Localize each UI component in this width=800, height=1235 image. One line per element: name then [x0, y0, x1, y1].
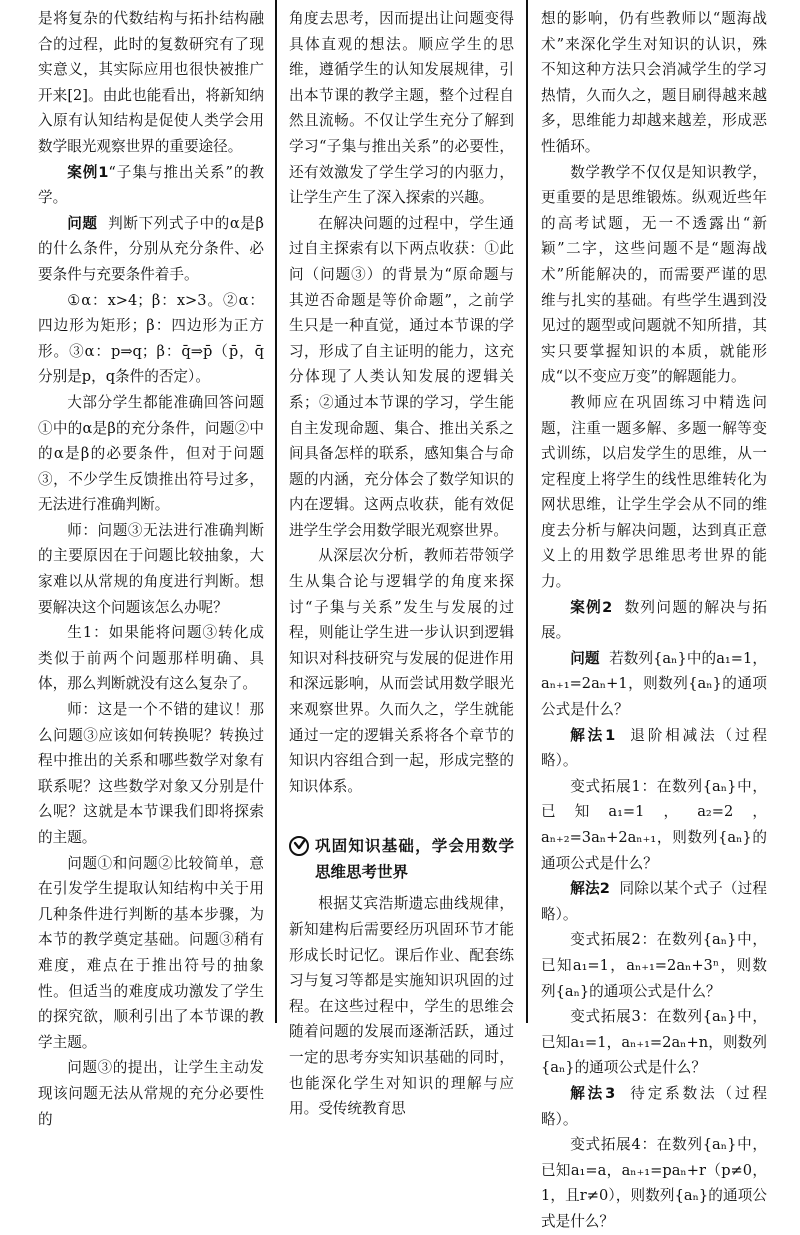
- paragraph: 师：这是一个不错的建议！那么问题③应该如何转换呢？转换过程中推出的关系和哪些数学对象有联系呢？这些数学对象又分别是什么呢？这就是本节课我们即将探索的主题。: [38, 701, 264, 846]
- paragraph: 教师应在巩固练习中精选问题，注重一题多解、多题一解等变式训练，以启发学生的思维，从一定程度上将学生的线性思维转化为网状思维，让学生学会从不同的维度去分析与解决问题，达到真正意义上的用数学思维思考世界的能力。: [541, 393, 767, 591]
- case-title: 数列问题的解决与拓展。: [541, 598, 768, 642]
- method-label: 解法3: [570, 1084, 616, 1102]
- method-text: 同除以某个式子（过程略）。: [541, 880, 767, 923]
- question-label: 问题: [570, 649, 600, 667]
- paragraph: 问题③的提出，让学生主动发现该问题无法从常规的充分必要性的: [38, 1059, 264, 1128]
- method-3: [541, 1081, 767, 1132]
- paragraph: 想的影响，仍有些教师以“题海战术”来深化学生对知识的认识，殊不知这种方法只会消减学生的学习热情，久而久之，题目刷得越来越多，思维能力却越来越差，形成恶性循环。: [541, 10, 767, 155]
- column-2: [289, 6, 514, 1122]
- case-2-heading: [541, 595, 767, 646]
- method-label: 解法1: [570, 726, 616, 744]
- variant-2: 变式拓展2：在数列{aₙ}中，已知a₁=1，aₙ₊₁=2aₙ+3ⁿ，则数列{aₙ}的通项公式是什么？: [541, 931, 767, 1000]
- paragraph: 数学教学不仅仅是知识教学，更重要的是思维锻炼。纵观近些年的高考试题，无一不透露出“新颖”二字，这些问题不是“题海战术”所能解决的，而需要严谨的思维与扎实的基础。有些学生遇到没见过的题型或问题就不知所措，其实只要掌握知识的本质，就能形成“以不变应万变”的解题能力。: [541, 163, 767, 386]
- variant-1: 变式拓展1：在数列{aₙ}中，已知a₁=1，a₂=2，aₙ₊₂=3aₙ+2aₙ₊₁，则数列{aₙ}的通项公式是什么？: [541, 777, 767, 872]
- case-title: “子集与推出关系”的教学。: [38, 163, 264, 207]
- question-text: 判断下列式子中的α是β的什么条件，分别从充分条件、必要条件与充要条件着手。: [38, 214, 264, 283]
- method-2: [541, 876, 767, 927]
- question: [38, 211, 264, 288]
- column-3: [541, 6, 767, 1235]
- spiral-target-icon: [289, 836, 309, 856]
- case-label: 案例2: [570, 598, 613, 616]
- paragraph: 师：问题③无法进行准确判断的主要原因在于问题比较抽象，大家难以从常规的角度进行判断。想要解决这个问题该怎么办呢？: [38, 521, 264, 616]
- method-label: 解法2: [570, 880, 610, 898]
- method-text: 待定系数法（过程略）。: [541, 1084, 767, 1128]
- section-title: 巩固知识基础，学会用数学思维思考世界: [315, 837, 514, 882]
- paragraph: 生1：如果能将问题③转化成类似于前两个问题那样明确、具体，那么判断就没有这么复杂了。: [38, 624, 264, 693]
- column-1: [38, 6, 264, 1132]
- paragraph: 是将复杂的代数结构与拓扑结构融合的过程，此时的复数研究有了现实意义，其实际应用也很快被推广开来[2]。由此也能看出，将新知纳入原有认知结构是促使人类学会用数学眼光观察世界的重要途径。: [38, 10, 264, 155]
- question-items: ①α：x>4；β：x>3。②α：四边形为矩形；β：四边形为正方形。③α：p⇒q；β：q̄⇒p̄（p̄，q̄分别是p，q条件的否定）。: [38, 291, 264, 386]
- question: [541, 646, 767, 723]
- paragraph: 在解决问题的过程中，学生通过自主探索有以下两点收获：①此问（问题③）的背景为“原命题与其逆否命题是等价命题”，之前学生只是一种直觉，通过本节课的学习，形成了自主证明的能力，这充分体现了人类认知发展的逻辑关系；②通过本节课的学习，学生能自主发现命题、集合、推出关系之间具备怎样的联系，感知集合与命题的内涵，充分体会了数学知识的内在逻辑。这两点收获，能有效促进学生学会用数学眼光观察世界。: [289, 214, 514, 539]
- variant-4: 变式拓展4：在数列{aₙ}中，已知a₁=a，aₙ₊₁=paₙ+r（p≠0，1，且r≠0），则数列{aₙ}的通项公式是什么？: [541, 1136, 767, 1230]
- method-text: 退阶相减法（过程略）。: [541, 726, 767, 770]
- paragraph: 角度去思考，因而提出让问题变得具体直观的想法。顺应学生的思维，遵循学生的认知发展规律，引出本节课的教学主题，整个过程自然且流畅。不仅让学生充分了解到学习“子集与推出关系”的必要性，还有效激发了学生学习的内驱力，让学生产生了深入探索的兴趣。: [289, 10, 514, 207]
- column-divider-right: [526, 0, 528, 1023]
- column-divider-left: [275, 0, 277, 1023]
- paragraph: 从深层次分析，教师若带领学生从集合论与逻辑学的角度来探讨“子集与关系”发生与发展的过程，则能让学生进一步认识到逻辑知识对科技研究与发展的促进作用和深远影响，从而尝试用数学眼光来观察世界。久而久之，学生就能通过一定的逻辑关系将各个章节的知识内容组合到一起，形成完整的知识体系。: [289, 547, 514, 795]
- paragraph: 问题①和问题②比较简单，意在引发学生提取认知结构中关于用几种条件进行判断的基本步骤，为本节的教学奠定基础。问题③稍有难度，难点在于推出符号的抽象性。但适当的难度成功激发了学生的探究欲，顺利引出了本节课的教学主题。: [38, 854, 264, 1051]
- paragraph: 大部分学生都能准确回答问题①中的α是β的充分条件，问题②中的α是β的必要条件，但对于问题③，不少学生反馈推出符号过多，无法进行准确判断。: [38, 393, 264, 514]
- case-label: 案例1: [67, 163, 109, 181]
- paragraph: 根据艾宾浩斯遗忘曲线规律，新知建构后需要经历巩固环节才能形成长时记忆。课后作业、配套练习与复习等都是实施知识巩固的过程。在这些过程中，学生的思维会随着问题的发展而逐渐活跃，通过一定的思考夯实知识基础的同时，也能深化学生对知识的理解与应用。受传统教育思: [289, 895, 514, 1118]
- question-label: 问题: [67, 214, 98, 232]
- method-1: [541, 723, 767, 774]
- variant-3: 变式拓展3：在数列{aₙ}中，已知a₁=1，aₙ₊₁=2aₙ+n，则数列{aₙ}的通项公式是什么？: [541, 1008, 767, 1077]
- section-heading: [289, 833, 514, 885]
- question-text: 若数列{aₙ}中的a₁=1，aₙ₊₁=2aₙ+1，则数列{aₙ}的通项公式是什么？: [541, 649, 767, 719]
- case-1-heading: [38, 160, 264, 211]
